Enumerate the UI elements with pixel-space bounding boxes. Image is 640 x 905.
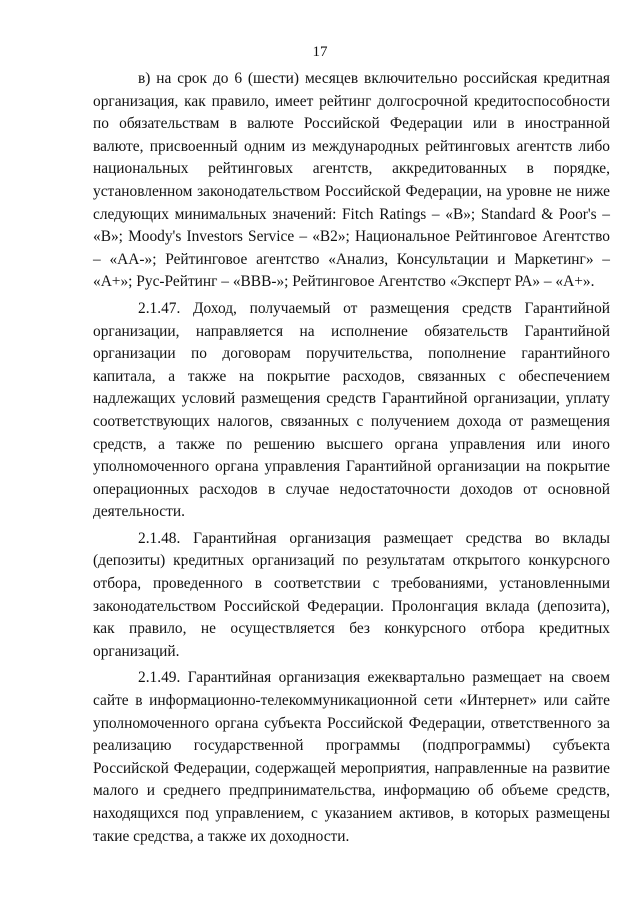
paragraph-2-1-49: 2.1.49. Гарантийная организация ежеквартально размещает на своем сайте в информационно-телекоммуникационной сети «Интернет» или сайте уполномоченного органа субъекта Российской Федерации, ответственного за реализацию государственной программы (подпрограммы) субъекта Российской Федерации, содержащей мероприятия, направленные на развитие малого и среднего предпринимательства, информацию об объеме средств, находящихся под управлением, с указанием активов, в которых размещены такие средства, а также их доходности. [93, 669, 610, 845]
paragraph-rating-requirements: в) на срок до 6 (шести) месяцев включительно российская кредитная организация, как правило, имеет рейтинг долгосрочной кредитоспособности по обязательствам в валюте Российской Федерации или в иностранной валюте, присвоенный одним из международных рейтинговых агентств либо национальных рейтинговых агентств, аккредитованных в порядке, установленном законодательством Российской Федерации, на уровне не ниже следующих минимальных значений: Fitch Ratings – «B»; Standard & Poor's – «B»; Moody's Investors Service – «B2»; Национальное Рейтинговое Агентство – «АА-»; Рейтинговое агентство «Анализ, Консультации и Маркетинг» – «А+»; Рус-Рейтинг – «BBB-»; Рейтинговое Агентство «Эксперт РА» – «А+». [93, 70, 610, 291]
paragraph-2-1-47: 2.1.47. Доход, получаемый от размещения средств Гарантийной организации, направляется на исполнение обязательств Гарантийной организации по договорам поручительства, пополнение гарантийного капитала, а также на покрытие расходов, связанных с обеспечением надлежащих условий размещения средств Гарантийной организации, уплату соответствующих налогов, связанных с получением дохода от размещения средств, а также по решению высшего органа управления или иного уполномоченного органа управления Гарантийной организации на покрытие операционных расходов в случае недостаточности доходов от основной деятельности. [93, 299, 610, 521]
paragraph-2-1-48: 2.1.48. Гарантийная организация размещает средства во вклады (депозиты) кредитных организаций по результатам открытого конкурсного отбора, проведенного в соответствии с требованиями, установленными законодательством Российской Федерации. Пролонгация вклада (депозита), как правило, не осуществляется без конкурсного отбора кредитных организаций. [93, 529, 610, 660]
page-number: 17 [312, 44, 328, 60]
document-body [93, 68, 610, 848]
